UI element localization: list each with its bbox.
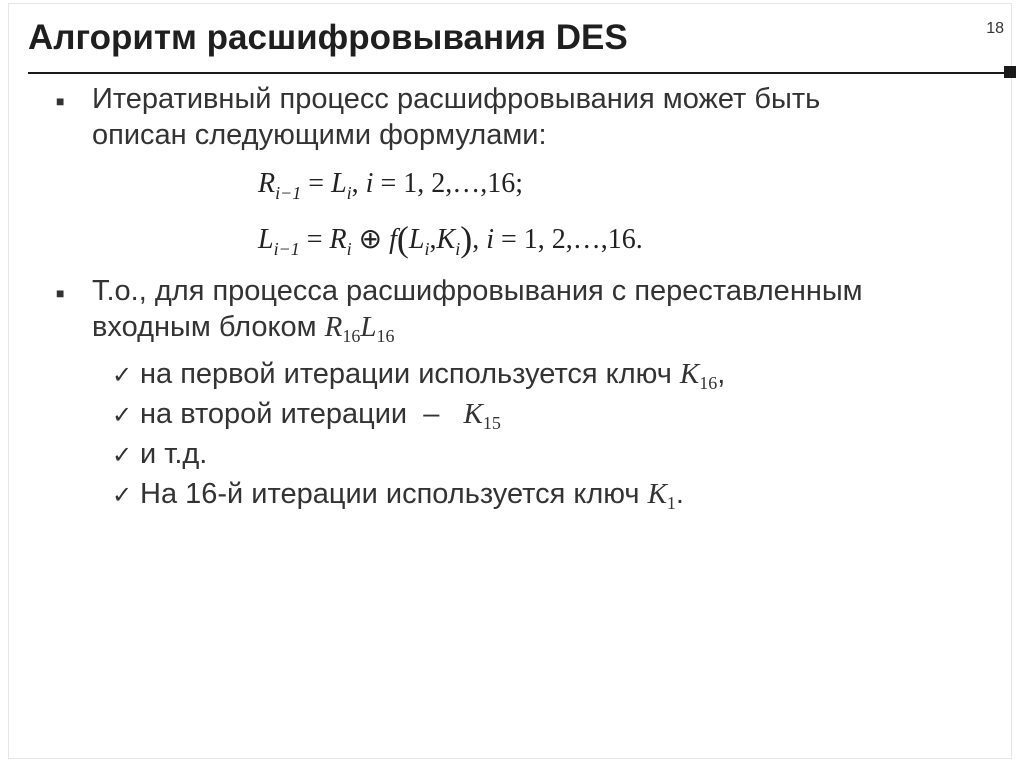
check-item-4-after: .	[675, 478, 684, 510]
checkmark-icon: ✓	[112, 402, 133, 429]
check-item-4-var: K	[647, 478, 667, 510]
formula-1-eq: =	[301, 168, 332, 199]
formula-2-lhs: L	[258, 224, 274, 255]
check-item-1-text: на первой итерации используется ключ	[140, 358, 680, 390]
formula-2-range: = 1, 2,…,16.	[493, 224, 643, 255]
formula-1-rhs-sub: i	[346, 183, 352, 203]
formula-1-range: = 1, 2,…,16;	[373, 168, 524, 199]
check-item-4	[112, 477, 684, 513]
formula-2-r: R	[329, 224, 347, 255]
formula-1-sep: ,	[351, 168, 366, 199]
formula-2-lhs-sub: i−1	[273, 239, 300, 259]
bullet-2-r-sub: 16	[342, 326, 361, 346]
formula-2-f: f	[389, 224, 397, 255]
bullet-2-line-2-text: входным блоком	[92, 311, 325, 343]
check-item-3-text: и т.д.	[140, 438, 208, 470]
check-item-3	[112, 437, 207, 473]
formula-1	[258, 168, 524, 203]
bullet-2-l-sub: 16	[376, 326, 395, 346]
slide-title: Алгоритм расшифровывания DES	[28, 18, 628, 57]
bullet-2-line-2	[92, 309, 863, 345]
title-underline	[28, 72, 1015, 74]
check-item-1-after: ,	[717, 358, 726, 390]
left-paren: (	[396, 219, 409, 259]
formula-2-k-sub: i	[455, 239, 461, 259]
formula-2-r-sub: i	[346, 239, 352, 259]
bullet-2-l: L	[360, 311, 377, 343]
check-item-1	[112, 357, 725, 393]
slide-number: 18	[986, 20, 1004, 37]
check-item-2	[112, 397, 501, 433]
check-item-1-sub: 16	[699, 373, 718, 393]
right-paren: )	[460, 219, 473, 259]
formula-2-eq: =	[299, 224, 330, 255]
check-item-1-var: K	[679, 358, 700, 390]
formula-1-lhs-sub: i−1	[275, 183, 302, 203]
formula-1-rhs: L	[331, 168, 347, 199]
formula-2-l-sub: i	[424, 239, 430, 259]
formula-1-index-var: i	[365, 168, 374, 199]
formula-1-lhs: R	[258, 168, 276, 199]
square-bullet-icon: ■	[56, 93, 65, 109]
bullet-1-text	[92, 81, 820, 153]
bullet-2-r: R	[324, 311, 343, 343]
formula-2-sep: ,	[472, 224, 487, 255]
formula-2-comma: ,	[429, 224, 437, 255]
check-item-4-sub: 1	[666, 493, 676, 513]
checkmark-icon: ✓	[112, 362, 133, 389]
formula-2-k: K	[436, 224, 456, 255]
checkmark-icon: ✓	[112, 482, 133, 509]
bullet-2-line-1: Т.о., для процесса расшифровывания с переставленным	[92, 275, 863, 307]
check-item-2-var: K	[463, 398, 483, 430]
checkmark-icon: ✓	[112, 442, 133, 469]
square-bullet-icon: ■	[56, 285, 65, 301]
underline-end-square	[1004, 66, 1016, 78]
check-item-2-sub: 15	[482, 413, 501, 433]
bullet-2-text	[92, 273, 863, 345]
check-item-4-text: На 16-й итерации используется ключ	[140, 478, 648, 510]
bullet-1-line-1: Итеративный процесс расшифровывания может быть	[92, 83, 821, 115]
formula-2	[258, 218, 643, 260]
check-item-2-text: на второй итерации –	[140, 398, 464, 430]
xor-operator: ⊕	[351, 224, 390, 255]
formula-2-l: L	[408, 224, 425, 255]
bullet-1-line-2: описан следующими формулами:	[92, 119, 547, 151]
formula-2-index-var: i	[486, 224, 494, 255]
